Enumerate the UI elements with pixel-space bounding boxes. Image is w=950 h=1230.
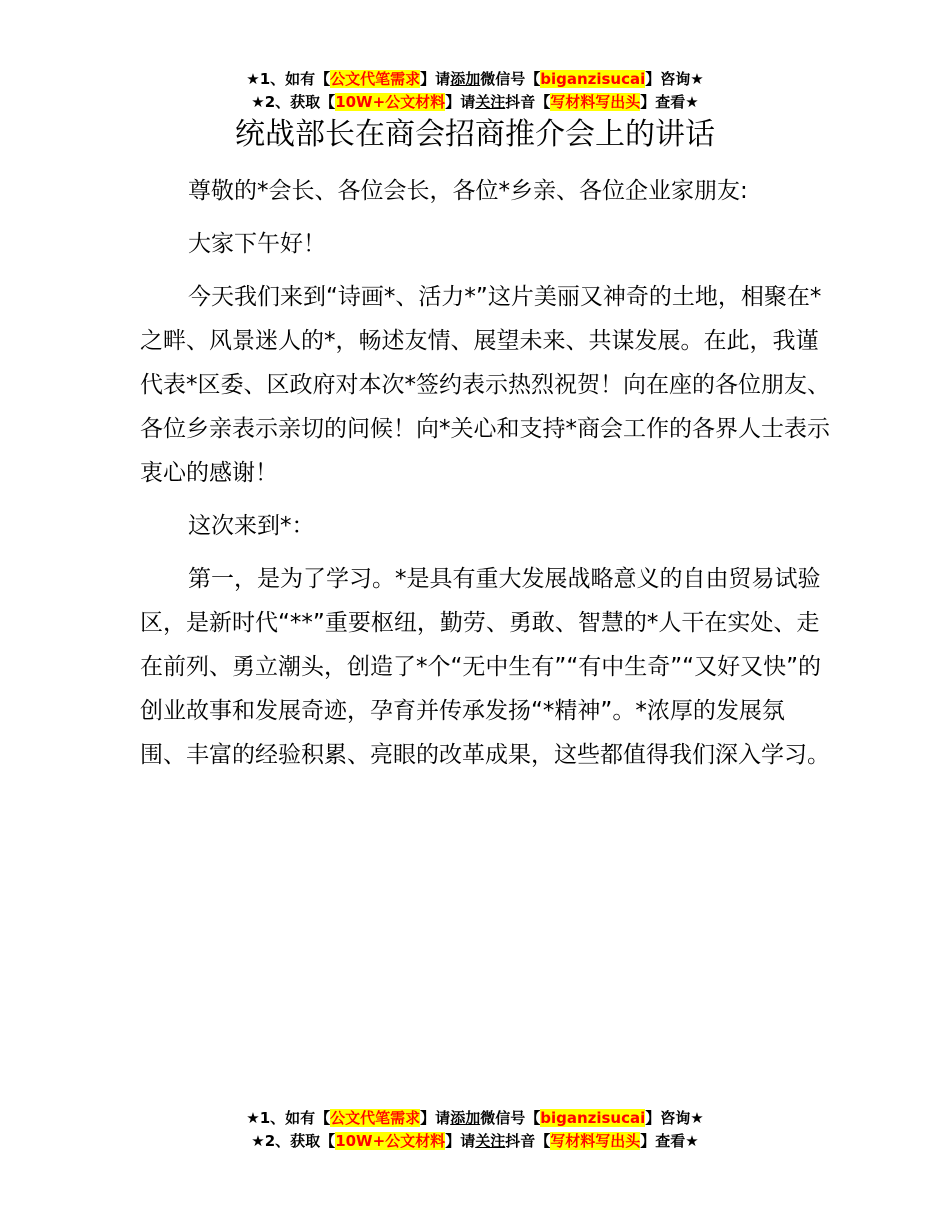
promo-text: 】查看★ [640, 93, 699, 111]
promo-text: ★1、如有【 [246, 70, 331, 88]
bottom-promo-banner [0, 1107, 950, 1153]
promo-emphasis: 添加 [450, 70, 481, 88]
promo-text: ★2、获取【 [251, 93, 336, 111]
promo-text: 抖音【 [505, 1132, 551, 1150]
promo-text: 】请 [420, 70, 451, 88]
promo-text: 微信号【 [480, 1109, 541, 1127]
promo-text: 】请 [420, 1109, 451, 1127]
promo-highlight: biganzisucai [540, 70, 646, 88]
promo-highlight: 写材料写出头 [550, 1132, 641, 1150]
promo-highlight: 公文代笔需求 [330, 1109, 421, 1127]
promo-text: 】查看★ [640, 1132, 699, 1150]
promo-text: ★2、获取【 [251, 1132, 336, 1150]
body-paragraph: 第一，是为了学习。*是具有重大发展战略意义的自由贸易试验区，是新时代“**”重要枢纽，勤劳、勇敢、智慧的*人干在实处、走在前列、勇立潮头，创造了*个“无中生有”“有中生奇”“又好又快”的创业故事和发展奇迹，孕育并传承发扬“*精神”。*浓厚的发展氛围、丰富的经验积累、亮眼的改革成果，这些都值得我们深入学习。 [140, 566, 830, 768]
promo-line-1 [0, 68, 950, 91]
top-promo-banner [0, 68, 950, 114]
promo-highlight: biganzisucai [540, 1109, 646, 1127]
promo-text: 微信号【 [480, 70, 541, 88]
greeting-paragraph: 大家下午好！ [188, 231, 326, 257]
promo-emphasis: 关注 [475, 93, 506, 111]
body-paragraph: 这次来到*： [188, 513, 315, 539]
salutation-paragraph: 尊敬的*会长、各位会长，各位*乡亲、各位企业家朋友: [188, 178, 748, 204]
promo-highlight: 10W+公文材料 [335, 1132, 446, 1150]
body-paragraph: 今天我们来到“诗画*、活力*”这片美丽又神奇的土地，相聚在*之畔、风景迷人的*，畅述友情、展望未来、共谋发展。在此，我谨代表*区委、区政府对本次*签约表示热烈祝贺！向在座的各位朋友、各位乡亲表示亲切的问候！向*关心和支持*商会工作的各界人士表示衷心的感谢！ [140, 284, 830, 486]
promo-text: 】咨询★ [645, 70, 704, 88]
promo-highlight: 公文代笔需求 [330, 70, 421, 88]
promo-highlight: 写材料写出头 [550, 93, 641, 111]
promo-line-1 [0, 1107, 950, 1130]
promo-text: ★1、如有【 [246, 1109, 331, 1127]
promo-line-2 [0, 1130, 950, 1153]
promo-text: 抖音【 [505, 93, 551, 111]
promo-highlight: 10W+公文材料 [335, 93, 446, 111]
document-body [140, 169, 830, 786]
promo-text: 】请 [445, 1132, 476, 1150]
promo-emphasis: 添加 [450, 1109, 481, 1127]
promo-line-2 [0, 91, 950, 114]
promo-text: 】咨询★ [645, 1109, 704, 1127]
promo-emphasis: 关注 [475, 1132, 506, 1150]
document-title: 统战部长在商会招商推介会上的讲话 [235, 117, 715, 152]
promo-text: 】请 [445, 93, 476, 111]
